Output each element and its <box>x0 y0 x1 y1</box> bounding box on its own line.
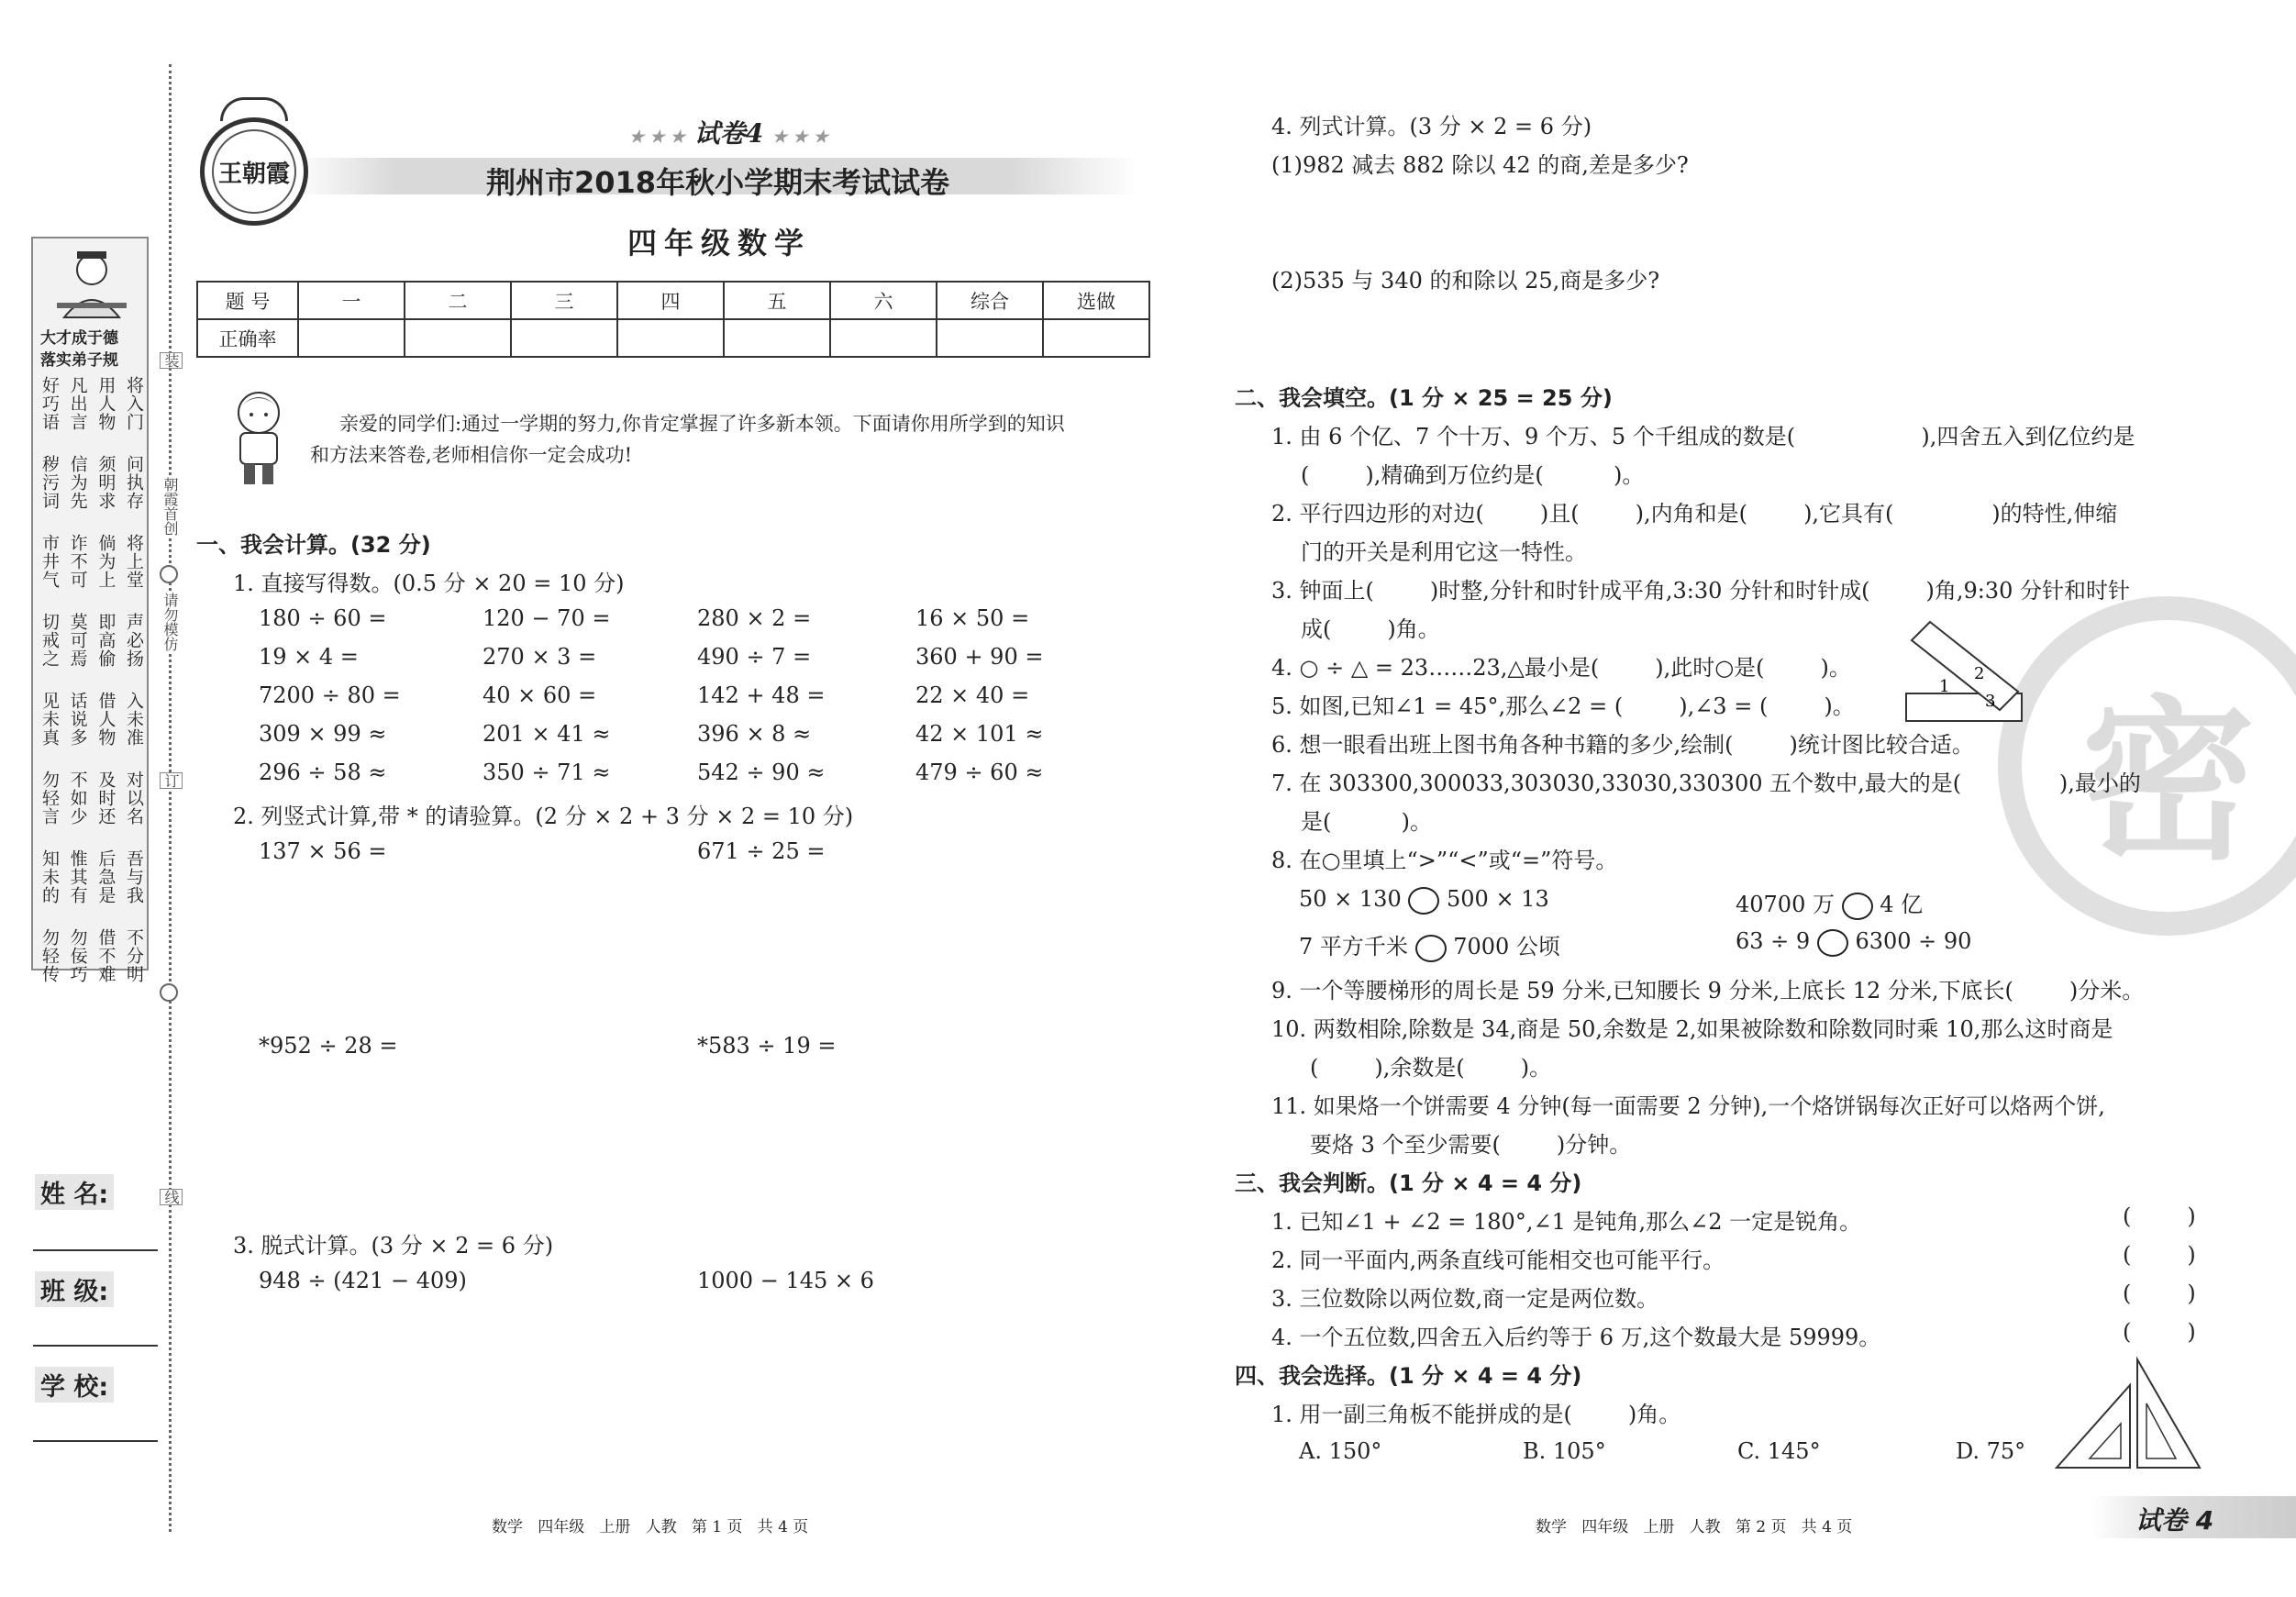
compare-left: 7 平方千米 <box>1299 934 1408 959</box>
calc-item: 120 − 70 = <box>482 605 611 631</box>
choice-option-d[interactable]: D. 75° <box>1956 1438 2026 1464</box>
compare-circle[interactable] <box>1817 929 1848 957</box>
calc-item: 42 × 101 ≈ <box>915 721 1044 747</box>
score-input-cell[interactable] <box>1043 319 1149 357</box>
compare-circle[interactable] <box>1408 887 1439 915</box>
fill-line: 10. 两数相除,除数是 34,商是 50,余数是 2,如果被除数和除数同时乘 10,那么这时商是 <box>1271 1016 2113 1042</box>
table-cell: 三 <box>511 282 617 319</box>
motto-columns <box>39 376 145 994</box>
table-cell: 二 <box>405 282 511 319</box>
q1-title: 1. 直接写得数。(0.5 分 × 20 = 10 分) <box>233 571 625 596</box>
score-input-cell[interactable] <box>830 319 937 357</box>
compare-right: 4 亿 <box>1880 892 1924 917</box>
section-title-3: 三、我会判断。(1 分 × 4 = 4 分) <box>1235 1170 1582 1196</box>
compare-left: 63 ÷ 9 <box>1736 928 1811 954</box>
score-input-cell[interactable] <box>724 319 830 357</box>
motto-col: 秽污词 <box>39 455 60 510</box>
fill-line: 要烙 3 个至少需要( )分钟。 <box>1310 1132 1632 1158</box>
calc-item: 16 × 50 = <box>915 605 1030 631</box>
motto-col: 对以名 <box>123 771 144 826</box>
name-field[interactable] <box>33 1249 158 1251</box>
motto-col: 凡出言 <box>67 376 88 431</box>
score-input-cell[interactable] <box>298 319 405 357</box>
motto-col: 切戒之 <box>39 613 60 668</box>
vertical-calc-item: 671 ÷ 25 = <box>697 838 826 864</box>
judge-answer-bracket[interactable]: ( ) <box>2123 1203 2196 1229</box>
fill-line: 5. 如图,已知∠1 = 45°,那么∠2 = ( ),∠3 = ( )。 <box>1271 693 1855 719</box>
motto-col: 不分明 <box>123 928 144 983</box>
stepwise-calc-item: 1000 − 145 × 6 <box>697 1268 874 1293</box>
scholar-figure-icon <box>51 246 132 319</box>
school-label: 学 校: <box>35 1367 114 1403</box>
calc-item: 40 × 60 = <box>482 682 597 708</box>
score-input-cell[interactable] <box>405 319 511 357</box>
q2-title: 2. 列竖式计算,带 * 的请验算。(2 分 × 2 + 3 分 × 2 = 10 分) <box>233 804 854 829</box>
figure-label-3: 3 <box>1985 692 1996 711</box>
compare-left: 50 × 130 <box>1299 886 1402 912</box>
motto-col: 勿佞巧 <box>67 928 88 983</box>
judge-item: 3. 三位数除以两位数,商一定是两位数。 <box>1271 1286 1659 1312</box>
motto-col: 将上堂 <box>123 534 144 589</box>
compare-circle[interactable] <box>1415 935 1447 962</box>
motto-col: 倘为上 <box>95 534 116 589</box>
logo-text: 王朝霞 <box>212 129 296 214</box>
judge-item: 1. 已知∠1 + ∠2 = 180°,∠1 是钝角,那么∠2 一定是锐角。 <box>1271 1209 1862 1235</box>
footer-page-2: 数学 四年级 上册 人教 第 2 页 共 4 页 <box>1536 1518 1853 1536</box>
calc-item: 396 × 8 ≈ <box>697 721 812 747</box>
fill-line: 成( )角。 <box>1301 616 1440 642</box>
motto-group <box>39 771 145 837</box>
score-table-row <box>197 282 1149 319</box>
intro-line-1: 亲爱的同学们:通过一学期的努力,你肯定掌握了许多新本领。下面请你用所学到的知识 <box>339 413 1065 435</box>
motto-group <box>39 534 145 600</box>
motto-col: 后急是 <box>95 849 116 904</box>
motto-col: 莫可焉 <box>67 613 88 668</box>
calc-item: 309 × 99 ≈ <box>259 721 387 747</box>
motto-col: 市井气 <box>39 534 60 589</box>
compare-circle[interactable] <box>1842 893 1873 920</box>
motto-group <box>39 928 145 994</box>
class-label: 班 级: <box>35 1271 114 1307</box>
motto-col: 即高偷 <box>95 613 116 668</box>
class-field[interactable] <box>33 1345 158 1347</box>
motto-line-1: 大才成于德 <box>40 329 118 348</box>
table-cell: 六 <box>830 282 937 319</box>
calc-item: 479 ÷ 60 ≈ <box>915 760 1044 785</box>
motto-group <box>39 692 145 758</box>
calc-item: 280 × 2 = <box>697 605 812 631</box>
score-table <box>196 281 1150 358</box>
calc-item: 542 ÷ 90 ≈ <box>697 760 826 785</box>
score-input-cell[interactable] <box>617 319 724 357</box>
fill-line: 7. 在 303300,300033,303030,33030,330300 五个数中,最大的是( ),最小的 <box>1271 771 2141 796</box>
calc-item: 22 × 40 = <box>915 682 1030 708</box>
q4-item: (1)982 减去 882 除以 42 的商,差是多少? <box>1271 152 1689 178</box>
motto-box <box>31 237 149 983</box>
punch-hole-icon <box>160 565 178 583</box>
table-cell: 正确率 <box>197 319 298 357</box>
compare-item <box>1299 928 1560 962</box>
motto-col: 勿轻言 <box>39 771 60 826</box>
calc-item: 490 ÷ 7 = <box>697 644 812 670</box>
cut-label-xian: 线 <box>160 1189 183 1205</box>
table-cell: 选做 <box>1043 282 1149 319</box>
choice-option-b[interactable]: B. 105° <box>1523 1438 1606 1464</box>
fill-line: ( ),余数是( )。 <box>1310 1055 1552 1081</box>
fill-line: 1. 由 6 个亿、7 个十万、9 个万、5 个千组成的数是( ),四舍五入到亿位约是 <box>1271 424 2135 449</box>
name-label: 姓 名: <box>35 1174 114 1210</box>
motto-col: 知未的 <box>39 849 60 904</box>
page-subtitle: 四年级数学 <box>627 226 812 261</box>
fill-line: 6. 想一眼看出班上图书角各种书籍的多少,绘制( )统计图比较合适。 <box>1271 732 1974 758</box>
calc-item: 360 + 90 = <box>915 644 1044 670</box>
fill-line: 11. 如果烙一个饼需要 4 分钟(每一面需要 2 分钟),一个烙饼锅每次正好可以烙两个饼, <box>1271 1093 2105 1119</box>
calc-item: 7200 ÷ 80 = <box>259 682 401 708</box>
judge-answer-bracket[interactable]: ( ) <box>2123 1319 2196 1345</box>
cut-label-brand: 朝霞首创 <box>161 477 179 536</box>
cut-label-ding: 订 <box>160 772 183 789</box>
fill-line: 2. 平行四边形的对边( )且( ),内角和是( ),它具有( )的特性,伸缩 <box>1271 501 2118 527</box>
compare-item <box>1736 928 1971 957</box>
section-title-4: 四、我会选择。(1 分 × 4 = 4 分) <box>1235 1363 1582 1389</box>
motto-group <box>39 613 145 679</box>
motto-col: 吾与我 <box>123 849 144 904</box>
table-cell: 一 <box>298 282 405 319</box>
set-squares-icon <box>2053 1356 2203 1471</box>
motto-col: 借人物 <box>95 692 116 747</box>
footer-paper-tag: 试卷 4 <box>2135 1505 2214 1536</box>
motto-col: 不如少 <box>67 771 88 826</box>
score-table-row <box>197 319 1149 357</box>
judge-answer-bracket[interactable]: ( ) <box>2123 1281 2196 1306</box>
compare-right: 7000 公顷 <box>1453 934 1560 959</box>
section-title-1: 一、我会计算。(32 分) <box>196 532 431 558</box>
score-input-cell[interactable] <box>937 319 1043 357</box>
judge-answer-bracket[interactable]: ( ) <box>2123 1242 2196 1268</box>
motto-col: 问执存 <box>123 455 144 510</box>
judge-item: 4. 一个五位数,四舍五入后约等于 6 万,这个数最大是 59999。 <box>1271 1325 1881 1350</box>
student-boy-icon <box>224 385 294 488</box>
publisher-logo <box>200 117 308 226</box>
calc-item: 180 ÷ 60 = <box>259 605 387 631</box>
vertical-calc-item: 137 × 56 = <box>259 838 387 864</box>
motto-group <box>39 376 145 442</box>
fill-line: ( ),精确到万位约是( )。 <box>1301 462 1645 488</box>
calc-item: 142 + 48 = <box>697 682 826 708</box>
choice-option-c[interactable]: C. 145° <box>1737 1438 1821 1464</box>
figure-label-2: 2 <box>1974 664 1985 683</box>
paper-tag-text: 试卷4 <box>693 118 764 149</box>
cut-line <box>169 64 172 1532</box>
motto-line-2: 落实弟子规 <box>40 351 118 370</box>
section-title-2: 二、我会填空。(1 分 × 25 = 25 分) <box>1235 385 1613 411</box>
compare-left: 40700 万 <box>1736 892 1835 917</box>
fill-line: 门的开关是利用它这一特性。 <box>1301 539 1587 565</box>
vertical-calc-item: *952 ÷ 28 = <box>259 1033 398 1059</box>
calc-item: 270 × 3 = <box>482 644 597 670</box>
table-cell: 五 <box>724 282 830 319</box>
calc-item: 350 ÷ 71 ≈ <box>482 760 611 785</box>
fill-line: 9. 一个等腰梯形的周长是 59 分米,已知腰长 9 分米,上底长 12 分米,下底长( )分米。 <box>1271 978 2145 1004</box>
motto-col: 诈不可 <box>67 534 88 589</box>
cut-label-zhuang: 装 <box>160 352 183 369</box>
page-title: 荆州市2018年秋小学期末考试试卷 <box>486 165 950 200</box>
punch-hole-icon <box>160 983 178 1002</box>
motto-col: 须明求 <box>95 455 116 510</box>
motto-col: 好巧语 <box>39 376 60 431</box>
table-cell: 四 <box>617 282 724 319</box>
table-cell: 综合 <box>937 282 1043 319</box>
motto-col: 话说多 <box>67 692 88 747</box>
cut-label-warning: 请勿模仿 <box>161 593 179 651</box>
vertical-calc-item: *583 ÷ 19 = <box>697 1033 837 1059</box>
motto-col: 用人物 <box>95 376 116 431</box>
seal-glyph: 密 <box>2080 680 2256 883</box>
motto-col: 勿轻传 <box>39 928 60 983</box>
q4-item: (2)535 与 340 的和除以 25,商是多少? <box>1271 268 1660 294</box>
judge-item: 2. 同一平面内,两条直线可能相交也可能平行。 <box>1271 1248 1725 1273</box>
compare-right: 500 × 13 <box>1447 886 1549 912</box>
compare-item <box>1299 886 1549 915</box>
motto-group <box>39 849 145 915</box>
table-cell: 题 号 <box>197 282 298 319</box>
angle-figure <box>1904 620 2024 723</box>
fill-line: 4. ○ ÷ △ = 23……23,△最小是( ),此时○是( )。 <box>1271 655 1851 681</box>
motto-col: 入未准 <box>123 692 144 747</box>
choice-question: 1. 用一副三角板不能拼成的是( )角。 <box>1271 1402 1681 1427</box>
intro-line-2: 和方法来答卷,老师相信你一定会成功! <box>310 444 633 466</box>
footer-page-1: 数学 四年级 上册 人教 第 1 页 共 4 页 <box>492 1518 809 1536</box>
fill-line: 8. 在○里填上“>”“<”或“=”符号。 <box>1271 848 1618 873</box>
motto-group <box>39 455 145 521</box>
motto-col: 及时还 <box>95 771 116 826</box>
motto-col: 惟其有 <box>67 849 88 904</box>
stepwise-calc-item: 948 ÷ (421 − 409) <box>259 1268 467 1293</box>
calc-item: 19 × 4 = <box>259 644 359 670</box>
choice-option-a[interactable]: A. 150° <box>1299 1438 1382 1464</box>
school-field[interactable] <box>33 1440 158 1442</box>
paper-tag: ★ ★ ★ 试卷4 ★ ★ ★ <box>629 118 828 149</box>
motto-col: 将入门 <box>123 376 144 431</box>
motto-col: 借不难 <box>95 928 116 983</box>
motto-col: 见未真 <box>39 692 60 747</box>
fill-line: 3. 钟面上( )时整,分针和时针成平角,3:30 分针和时针成( )角,9:30 分针和时针 <box>1271 578 2130 604</box>
q4-title: 4. 列式计算。(3 分 × 2 = 6 分) <box>1271 114 1592 139</box>
compare-right: 6300 ÷ 90 <box>1855 928 1972 954</box>
calc-item: 201 × 41 ≈ <box>482 721 611 747</box>
figure-label-1: 1 <box>1939 677 1950 696</box>
q3-title: 3. 脱式计算。(3 分 × 2 = 6 分) <box>233 1233 554 1259</box>
fill-line: 是( )。 <box>1301 809 1433 835</box>
calc-item: 296 ÷ 58 ≈ <box>259 760 387 785</box>
motto-col: 信为先 <box>67 455 88 510</box>
score-input-cell[interactable] <box>511 319 617 357</box>
compare-item <box>1736 886 1923 920</box>
motto-col: 声必扬 <box>123 613 144 668</box>
